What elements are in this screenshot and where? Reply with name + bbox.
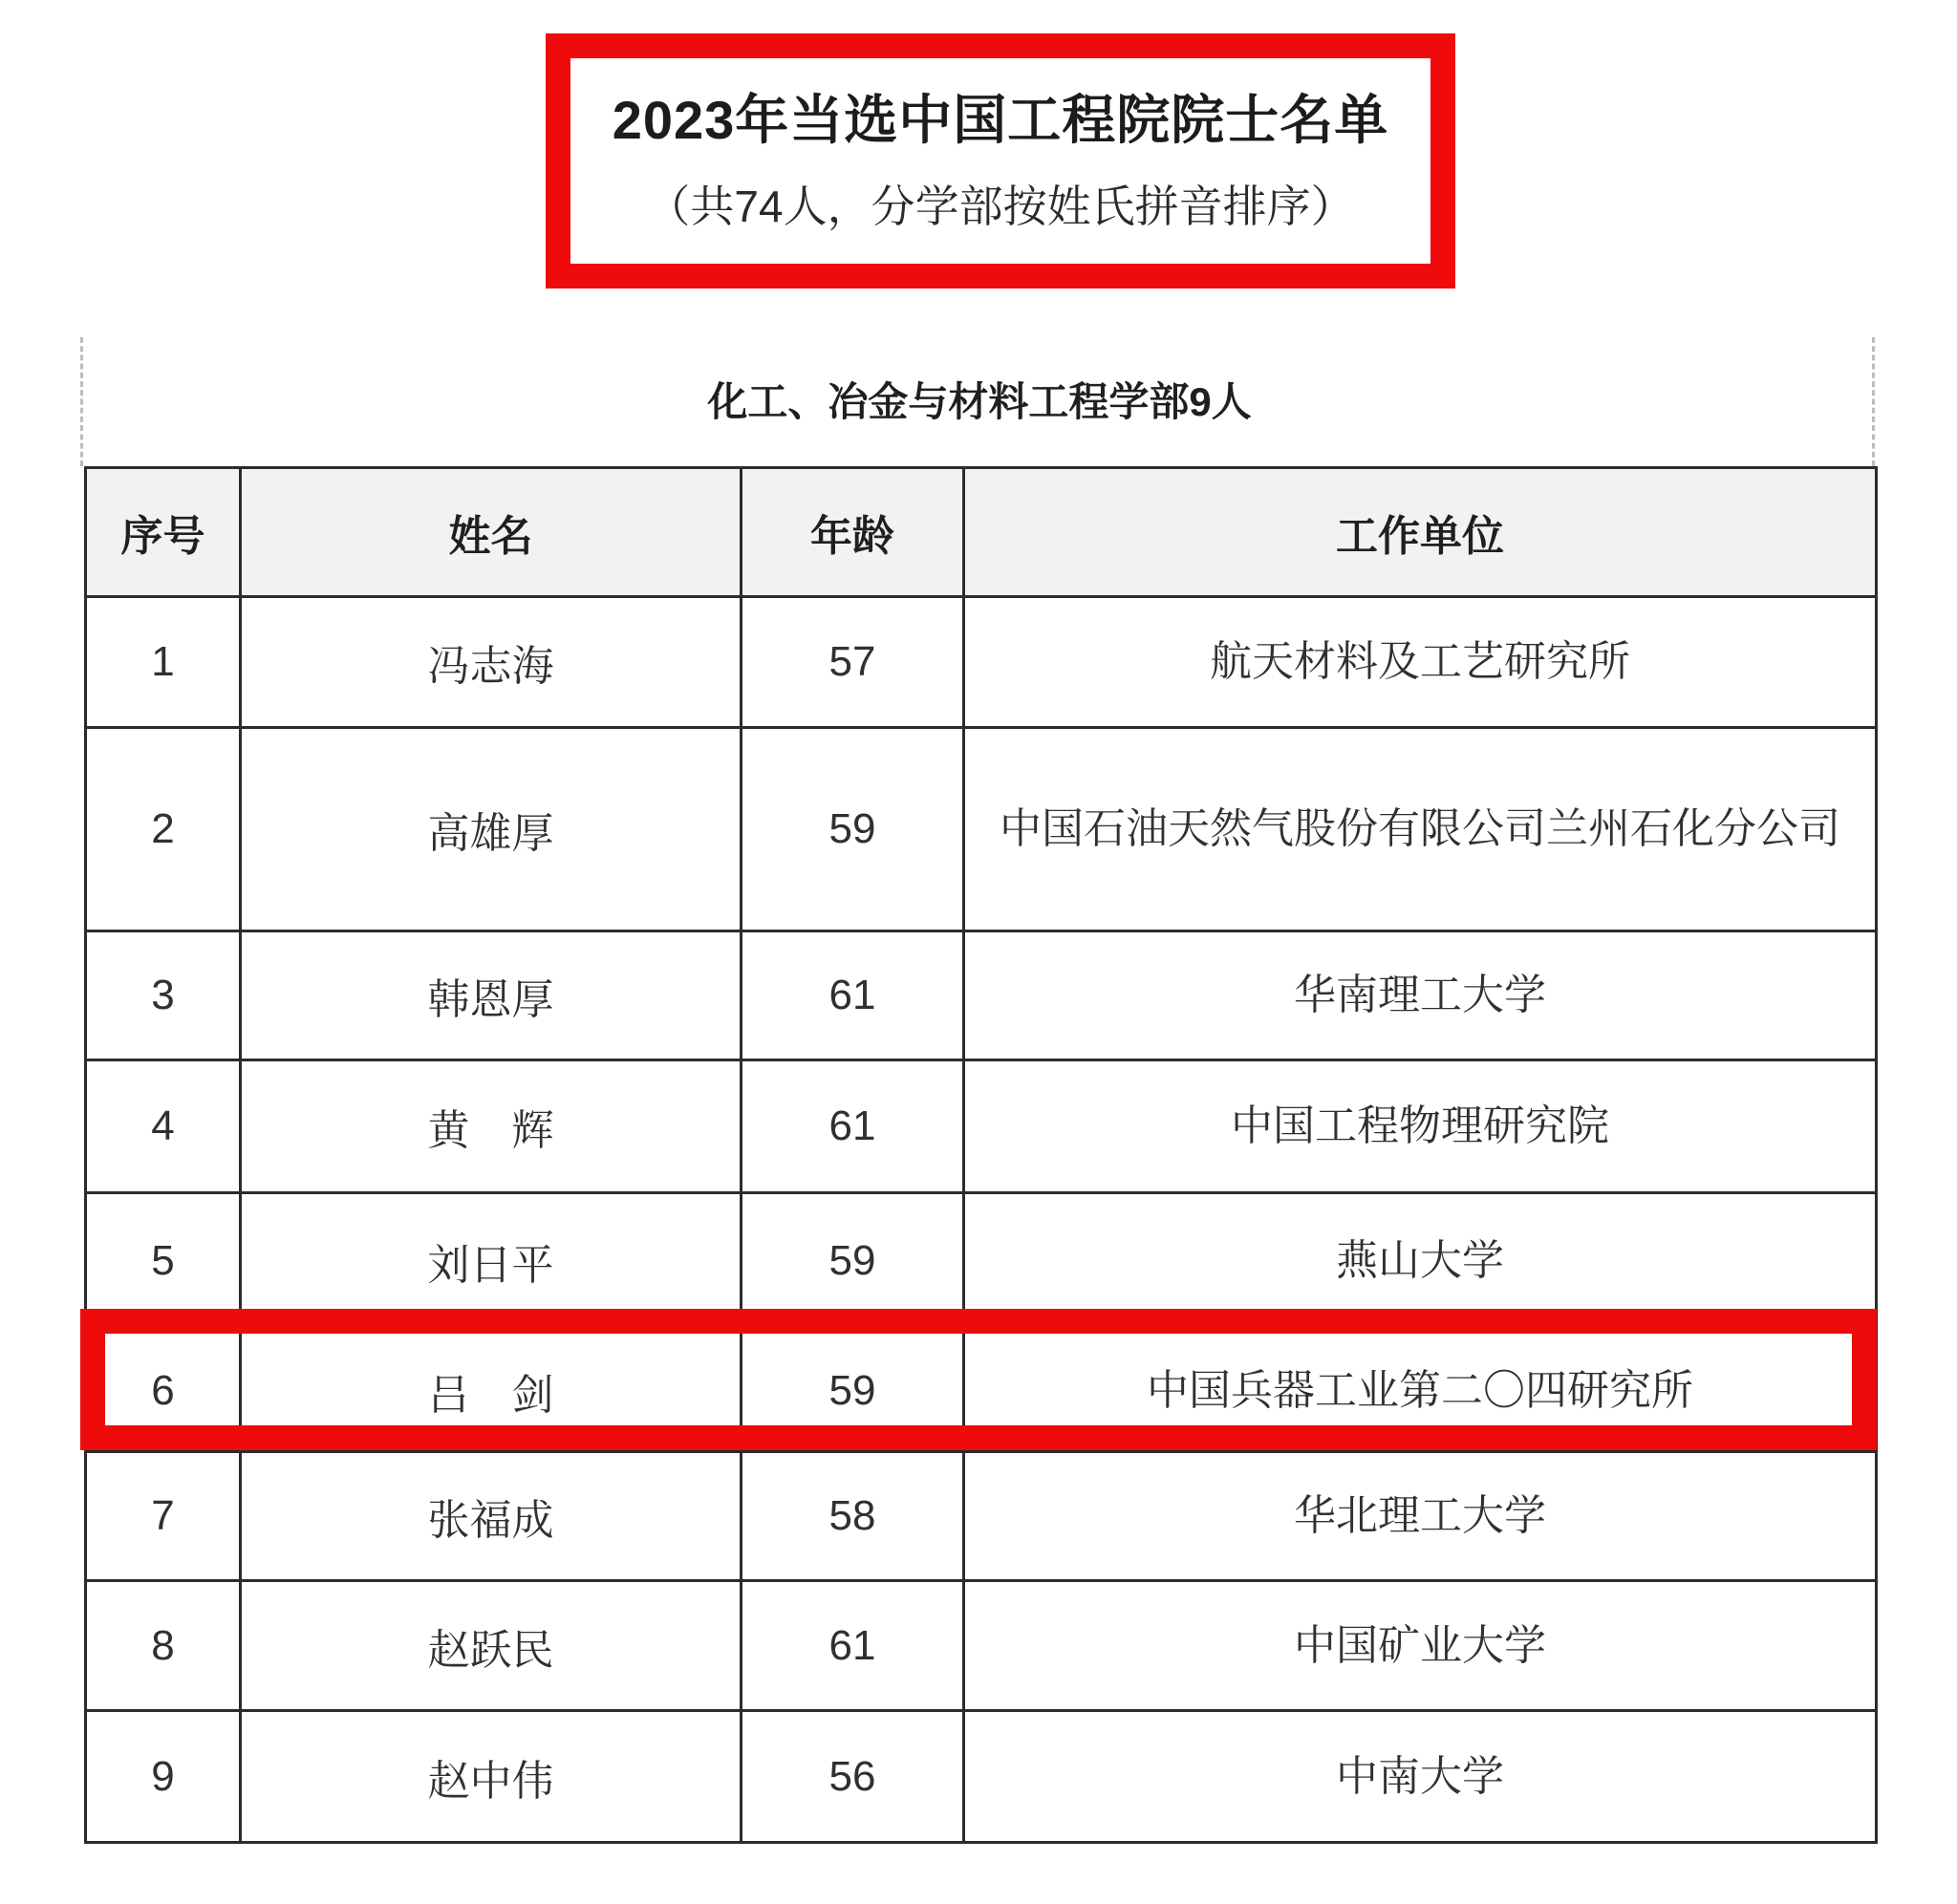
table-row	[86, 1581, 1877, 1711]
page-title: 2023年当选中国工程院院士名单	[612, 90, 1389, 151]
section-heading: 化工、冶金与材料工程学部9人	[707, 379, 1252, 424]
column-header-unit: 工作单位	[964, 468, 1877, 597]
table-row	[86, 1711, 1877, 1843]
age-cell: 57	[742, 597, 964, 728]
unit-text: 中南大学	[1336, 1752, 1504, 1800]
seq-cell: 2	[86, 728, 241, 931]
name-cell: 冯志海	[241, 597, 742, 728]
unit-cell	[964, 931, 1877, 1060]
column-header-name: 姓名	[241, 468, 742, 597]
name-cell: 高雄厚	[241, 728, 742, 931]
table-body	[86, 597, 1877, 1843]
page-subtitle: （共74人，分学部按姓氏拼音排序）	[646, 182, 1355, 232]
unit-text: 中国兵器工业第二〇四研究所	[1147, 1366, 1693, 1414]
seq-cell: 8	[86, 1581, 241, 1711]
unit-cell	[964, 597, 1877, 728]
age-cell: 59	[742, 1193, 964, 1330]
name-cell: 赵中伟	[241, 1711, 742, 1843]
age-cell: 58	[742, 1452, 964, 1581]
seq-cell: 6	[86, 1330, 241, 1452]
unit-text: 航天材料及工艺研究所	[1210, 638, 1630, 685]
table-row	[86, 1452, 1877, 1581]
column-header-age: 年龄	[742, 468, 964, 597]
unit-text: 中国矿业大学	[1294, 1621, 1546, 1669]
name-cell: 赵跃民	[241, 1581, 742, 1711]
name-cell: 刘日平	[241, 1193, 742, 1330]
unit-cell	[964, 1452, 1877, 1581]
age-cell: 56	[742, 1711, 964, 1843]
table-row	[86, 1060, 1877, 1193]
unit-cell	[964, 1330, 1877, 1452]
age-cell: 61	[742, 1060, 964, 1193]
name-cell: 黄 辉	[241, 1060, 742, 1193]
page-boundary-dash-left	[80, 337, 83, 466]
table-row	[86, 728, 1877, 931]
unit-text: 中国工程物理研究院	[1231, 1102, 1609, 1149]
seq-cell: 5	[86, 1193, 241, 1330]
table-row-highlighted	[86, 1330, 1877, 1452]
unit-cell	[964, 1581, 1877, 1711]
unit-cell	[964, 1193, 1877, 1330]
unit-text: 华北理工大学	[1294, 1492, 1546, 1539]
age-cell: 61	[742, 1581, 964, 1711]
seq-cell: 7	[86, 1452, 241, 1581]
unit-text: 华南理工大学	[1294, 972, 1546, 1018]
table-header-row	[86, 468, 1877, 597]
age-cell: 59	[742, 1330, 964, 1452]
seq-cell: 1	[86, 597, 241, 728]
table-row	[86, 597, 1877, 728]
age-cell: 61	[742, 931, 964, 1060]
unit-cell	[964, 728, 1877, 931]
unit-cell	[964, 1711, 1877, 1843]
column-header-seq: 序号	[86, 468, 241, 597]
seq-cell: 3	[86, 931, 241, 1060]
age-cell: 59	[742, 728, 964, 931]
seq-cell: 4	[86, 1060, 241, 1193]
seq-cell: 9	[86, 1711, 241, 1843]
title-highlight-annotation	[546, 33, 1455, 289]
unit-text: 燕山大学	[1336, 1237, 1504, 1284]
table-row	[86, 1193, 1877, 1330]
page-boundary-dash-right	[1872, 337, 1875, 466]
unit-cell	[964, 1060, 1877, 1193]
unit-text: 中国石油天然气股份有限公司兰州石化分公司	[1000, 805, 1840, 852]
table-row	[86, 931, 1877, 1060]
name-cell: 韩恩厚	[241, 931, 742, 1060]
academicians-table	[84, 466, 1878, 1844]
name-cell: 张福成	[241, 1452, 742, 1581]
name-cell: 吕 剑	[241, 1330, 742, 1452]
